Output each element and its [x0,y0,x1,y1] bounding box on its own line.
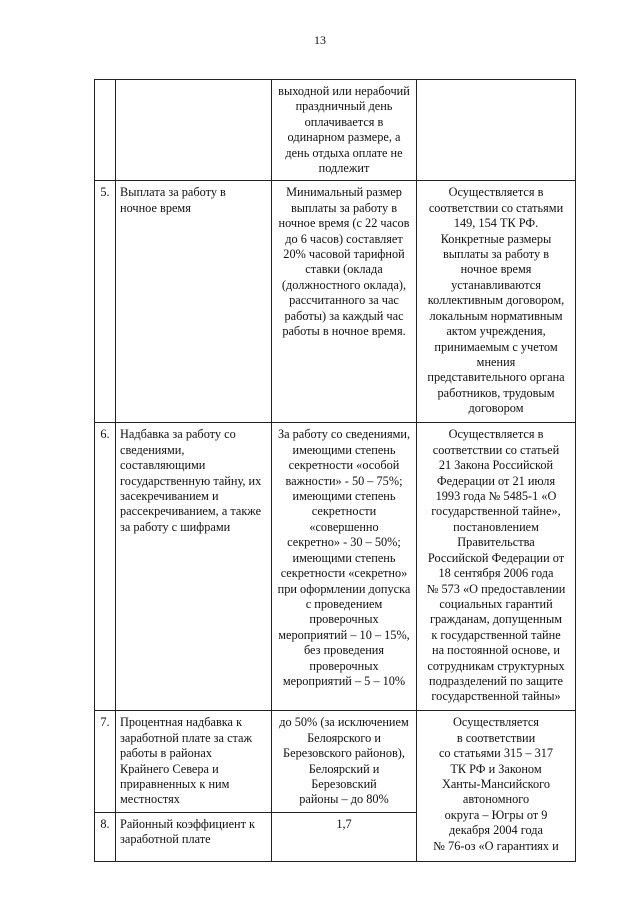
allowances-table [94,79,576,862]
payment-amount: За работу со сведениями, имеющими степень секретности «особой важности» - 50 – 75%; имеющими степень секретности «совершенно секретно» - 30 – 50%; имеющими степень секретности «секретно» при оформлении допуска с проведением проверочных мероприятий – 10 – 15%, без проведения проверочных мероприятий – 5 – 10% [277,427,411,688]
payment-amount-cell [272,812,417,861]
payment-amount: 1,7 [336,816,352,831]
row-number: 6. [100,427,110,442]
row-number: 7. [100,715,110,730]
payment-name: Выплата за работу в ночное время [120,185,226,215]
payment-name-cell [116,80,272,181]
payment-name: Процентная надбавка к заработной плате за стаж работы в районах Крайнего Севера и приравненных к ним местностях [120,715,253,807]
payment-amount-cell [272,711,417,812]
payment-name: Районный коэффициент к заработной плате [120,816,256,847]
payment-name-cell [116,711,272,812]
row-number-cell [95,181,116,423]
payment-basis-cell [417,423,576,711]
payment-basis: Осуществляется в соответствии со статьей 21 Закона Российской Федерации от 21 июля 1993 года № 5485-1 «О государственной тайне», постановлением Правительства Российской Федерации от 18 сентября 2006 года № 573 «О предоставлении социальных гарантий гражданам, допущенным к государственной тайне на постоянной основе, и сотрудникам структурных подразделений по защите государственной тайны» [426,427,566,704]
payment-amount-cell [272,181,417,423]
table-row [95,181,576,423]
row-number-cell [95,80,116,181]
payment-amount: Минимальный размер выплаты за работу в ночное время (с 22 часов до 6 часов) составляет 20% часовой тарифной ставки (оклада (должностного оклада), рассчитанного за час работы) за каждый час работы в ночное время. [278,185,410,339]
payment-amount: выходной или нерабочий праздничный день оплачивается в одинарном размере, а день отдыха оплате не подлежит [278,84,410,176]
row-number-cell [95,812,116,861]
row-number: 8. [100,816,110,831]
payment-amount-cell [272,80,417,181]
row-number: 5. [100,185,110,200]
payment-name-cell [116,181,272,423]
payment-name: Надбавка за работу со сведениями, составляющими государственную тайну, их засекречиванием и рассекречиванием, а также за работу с шифрами [120,427,262,534]
payment-name-cell [116,812,272,861]
page-number: 13 [314,33,326,47]
payment-basis: Осуществляется в соответствии со статьями 149, 154 ТК РФ. Конкретные размеры выплаты за работу в ночное время устанавливаются коллективным договором, локальным нормативным актом учреждения, принимаемым с учетом мнения представительного органа работников, трудовым договором [427,185,565,416]
table-row [95,80,576,181]
payment-basis-cell [417,181,576,423]
row-number-cell [95,711,116,812]
payment-basis-cell [417,711,576,861]
payment-amount-cell [272,423,417,711]
table-row [95,423,576,711]
payment-basis: Осуществляется в соответствии со статьями 315 – 317 ТК РФ и Законом Ханты-Мансийского автономного округа – Югры от 9 декабря 2004 года № 76-оз «О гарантиях и [433,715,559,853]
payment-name-cell [116,423,272,711]
payment-amount: до 50% (за исключением Белоярского и Березовского районов), Белоярский и Березовский районы – до 80% [279,715,409,807]
table-row [95,711,576,812]
payment-basis-cell [417,80,576,181]
row-number-cell [95,423,116,711]
